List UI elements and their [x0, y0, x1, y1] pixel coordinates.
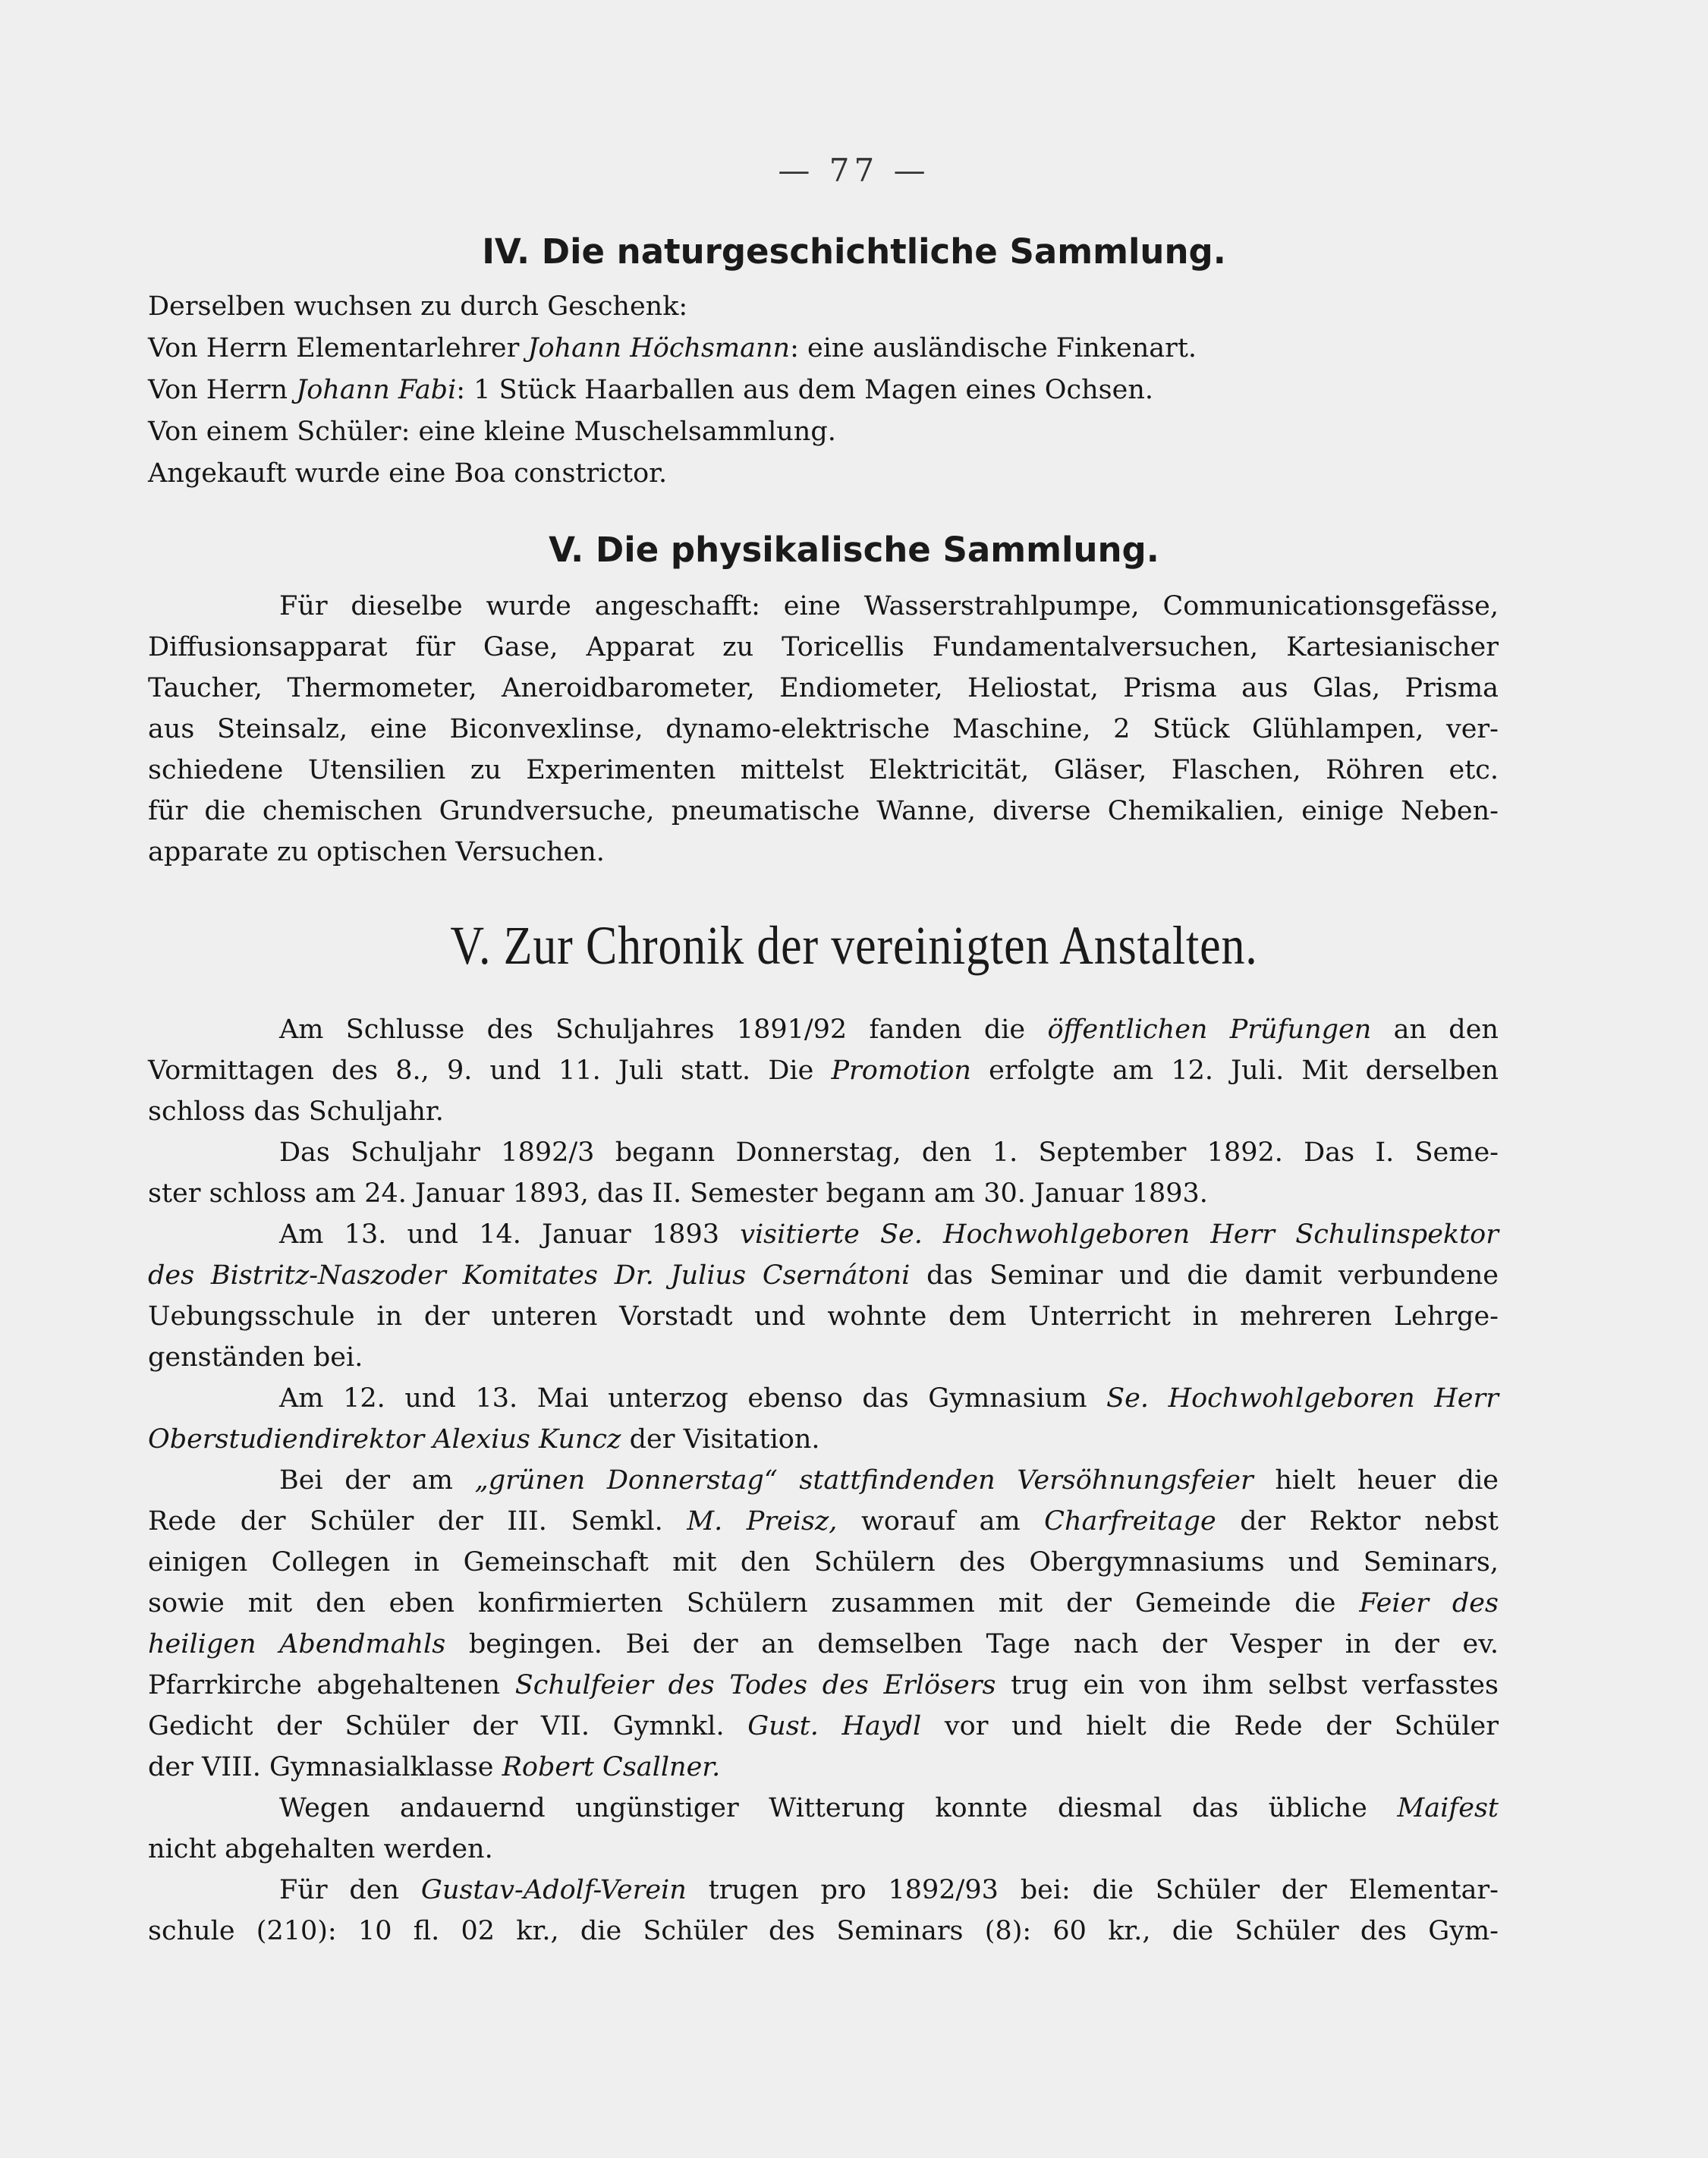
text-line: Für dieselbe wurde angeschafft: eine Wasserstrahlpumpe, Communicationsgefässe,	[279, 591, 1499, 621]
text-line: schiedene Utensilien zu Experimenten mittelst Elektricität, Gläser, Flaschen, Röhren etc.	[148, 755, 1499, 785]
text-line: genständen bei.	[148, 1342, 363, 1373]
text-line: Bei der am „grünen Donnerstag“ stattfindenden Versöhnungsfeier hielt heuer die	[279, 1465, 1499, 1496]
heading-naturgeschichtliche-sammlung: IV. Die naturgeschichtliche Sammlung.	[482, 231, 1226, 272]
text-line: Von Herrn Elementarlehrer Johann Höchsmann: eine ausländische Finkenart.	[148, 333, 1197, 363]
text-line: Vormittagen des 8., 9. und 11. Juli statt. Die Promotion erfolgte am 12. Juli. Mit derselben	[148, 1055, 1499, 1086]
text-line: schloss das Schuljahr.	[148, 1096, 444, 1127]
text-line: Wegen andauernd ungünstiger Witterung konnte diesmal das übliche Maifest	[279, 1793, 1499, 1823]
text-line: Am 13. und 14. Januar 1893 visitierte Se. Hochwohlgeboren Herr Schulinspektor	[279, 1219, 1499, 1250]
text-line: Für den Gustav-Adolf-Verein trugen pro 1892/93 bei: die Schüler der Elementar-	[279, 1875, 1499, 1905]
heading-chronik: V. Zur Chronik der vereinigten Anstalten.	[450, 915, 1258, 976]
text-line: ster schloss am 24. Januar 1893, das II. Semester begann am 30. Januar 1893.	[148, 1178, 1208, 1209]
text-line: Pfarrkirche abgehaltenen Schulfeier des Todes des Erlösers trug ein von ihm selbst verfasstes	[148, 1670, 1499, 1700]
text-line: einigen Collegen in Gemeinschaft mit den Schülern des Obergymnasiums und Seminars,	[148, 1547, 1499, 1578]
heading-physikalische-sammlung: V. Die physikalische Sammlung.	[549, 530, 1159, 570]
text-line: aus Steinsalz, eine Biconvexlinse, dynamo-elektrische Maschine, 2 Stück Glühlampen, ver-	[148, 714, 1499, 744]
text-line: Am Schlusse des Schuljahres 1891/92 fanden die öffentlichen Prüfungen an den	[279, 1015, 1499, 1045]
text-line: für die chemischen Grundversuche, pneumatische Wanne, diverse Chemikalien, einige Neben-	[148, 796, 1499, 826]
text-line: Am 12. und 13. Mai unterzog ebenso das Gymnasium Se. Hochwohlgeboren Herr	[279, 1383, 1499, 1414]
text-line: Diffusionsapparat für Gase, Apparat zu Toricellis Fundamentalversuchen, Kartesianischer	[148, 632, 1499, 662]
text-line: der VIII. Gymnasialklasse Robert Csallner.	[148, 1752, 721, 1782]
text-line: Das Schuljahr 1892/3 begann Donnerstag, den 1. September 1892. Das I. Seme-	[279, 1137, 1499, 1168]
page-number: — 77 —	[778, 152, 930, 189]
text-line: Von einem Schüler: eine kleine Muschelsammlung.	[148, 417, 836, 447]
text-line: Angekauft wurde eine Boa constrictor.	[148, 458, 668, 489]
text-line: apparate zu optischen Versuchen.	[148, 837, 605, 867]
text-line: nicht abgehalten werden.	[148, 1834, 493, 1864]
text-line: schule (210): 10 fl. 02 kr., die Schüler des Seminars (8): 60 kr., die Schüler des Gym-	[148, 1916, 1499, 1946]
text-line: Von Herrn Johann Fabi: 1 Stück Haarballen aus dem Magen eines Ochsen.	[148, 375, 1153, 405]
text-line: Gedicht der Schüler der VII. Gymnkl. Gust. Haydl vor und hielt die Rede der Schüler	[148, 1711, 1499, 1741]
text-line: Rede der Schüler der III. Semkl. M. Preisz, worauf am Charfreitage der Rektor nebst	[148, 1506, 1499, 1537]
text-line: Taucher, Thermometer, Aneroidbarometer, Endiometer, Heliostat, Prisma aus Glas, Prisma	[148, 673, 1499, 703]
text-line: Derselben wuchsen zu durch Geschenk:	[148, 291, 688, 322]
text-line: heiligen Abendmahls begingen. Bei der an demselben Tage nach der Vesper in der ev.	[148, 1629, 1499, 1659]
text-line: Uebungsschule in der unteren Vorstadt und wohnte dem Unterricht in mehreren Lehrge-	[148, 1301, 1499, 1332]
text-line: sowie mit den eben konfirmierten Schülern zusammen mit der Gemeinde die Feier des	[148, 1588, 1499, 1618]
text-line: Oberstudiendirektor Alexius Kuncz der Visitation.	[148, 1424, 820, 1455]
text-line: des Bistritz-Naszoder Komitates Dr. Julius Csernátoni das Seminar und die damit verbundene	[148, 1260, 1499, 1291]
